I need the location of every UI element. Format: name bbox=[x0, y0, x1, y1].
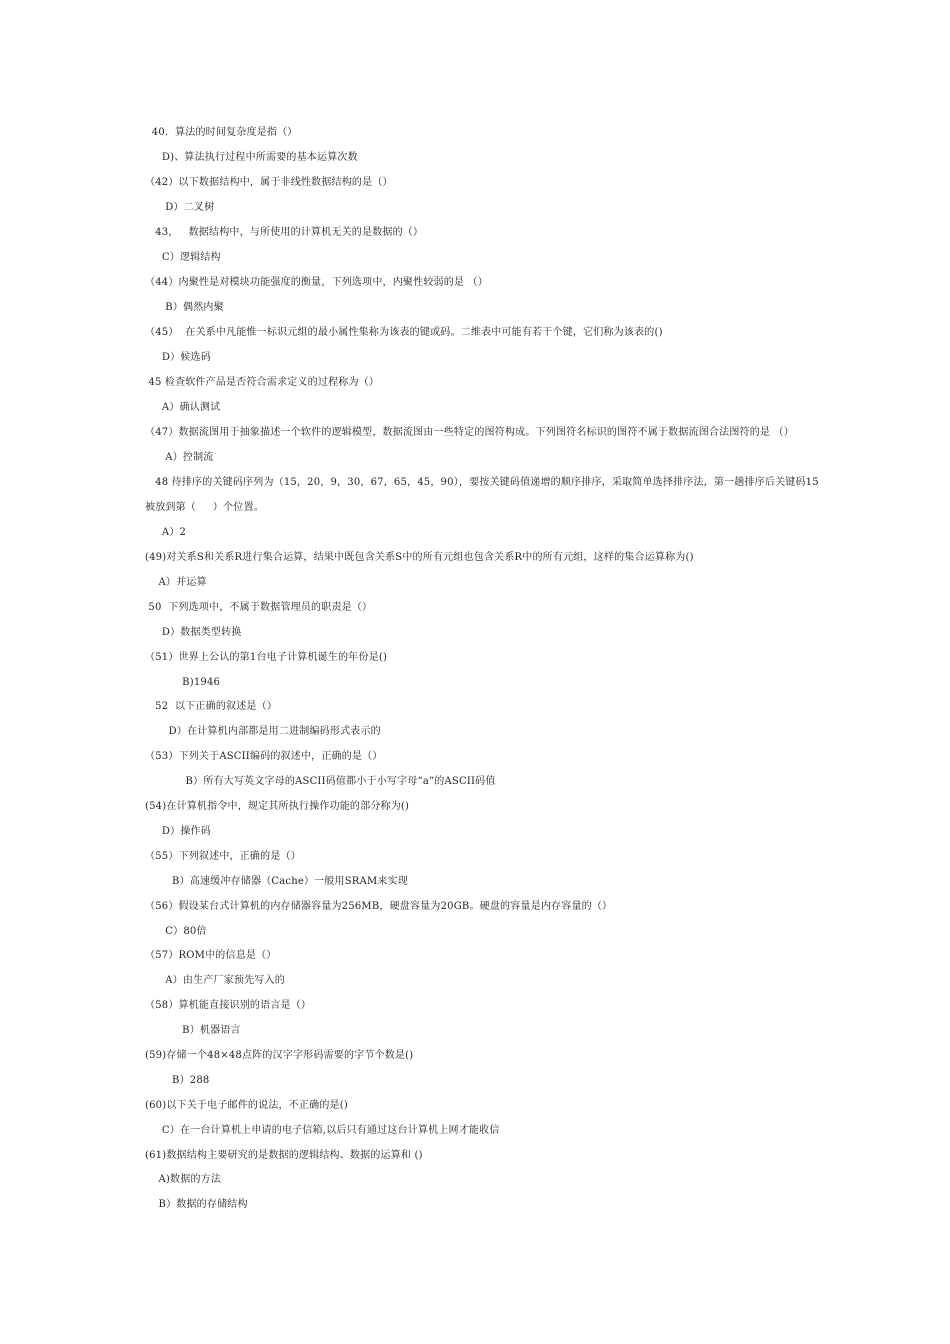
answer-59: B）288 bbox=[145, 1075, 210, 1086]
answer-44: B）偶然内聚 bbox=[145, 302, 224, 313]
question-59: (59)存储一个48×48点阵的汉字字形码需要的字节个数是() bbox=[145, 1050, 414, 1061]
question-48-cont: 被放到第（ ）个位置。 bbox=[145, 502, 264, 513]
question-57: （57）ROM中的信息是（） bbox=[145, 950, 277, 961]
answer-40: D)、算法执行过程中所需要的基本运算次数 bbox=[145, 152, 358, 163]
answer-52: D）在计算机内部都是用二进制编码形式表示的 bbox=[145, 726, 381, 737]
question-42: （42）以下数据结构中，属于非线性数据结构的是（） bbox=[145, 177, 393, 188]
answer-49: A）并运算 bbox=[145, 577, 207, 588]
question-56: （56）假设某台式计算机的内存储器容量为256MB，硬盘容量为20GB。硬盘的容量是内存容量的（） bbox=[145, 901, 613, 912]
option-61-b: B）数据的存储结构 bbox=[145, 1199, 248, 1210]
question-49: (49)对关系S和关系R进行集合运算，结果中既包含关系S中的所有元组也包含关系R中的所有元组，这样的集合运算称为() bbox=[145, 552, 694, 563]
answer-47: A）控制流 bbox=[145, 452, 214, 463]
question-55: （55）下列叙述中，正确的是（） bbox=[145, 851, 301, 862]
question-45b: 45 检查软件产品是否符合需求定义的过程称为（） bbox=[145, 377, 380, 388]
answer-56: C）80倍 bbox=[145, 926, 207, 937]
answer-51: B)1946 bbox=[145, 677, 221, 688]
question-58: （58）算机能直接识别的语言是（） bbox=[145, 1000, 312, 1011]
answer-55: B）高速缓冲存储器（Cache）一般用SRAM来实现 bbox=[145, 876, 408, 887]
question-54: (54)在计算机指令中，规定其所执行操作功能的部分称为() bbox=[145, 801, 410, 812]
question-50: 50 下列选项中，不属于数据管理员的职责是（） bbox=[145, 602, 373, 613]
question-43: 43， 数据结构中，与所使用的计算机无关的是数据的（） bbox=[145, 227, 424, 238]
answer-58: B）机器语言 bbox=[145, 1025, 241, 1036]
answer-48: A）2 bbox=[145, 527, 187, 538]
question-44: （44）内聚性是对模块功能强度的衡量，下列选项中，内聚性较弱的是 （） bbox=[145, 277, 488, 288]
question-51: （51）世界上公认的第1台电子计算机诞生的年份是() bbox=[145, 652, 388, 663]
answer-43: C）逻辑结构 bbox=[145, 252, 221, 263]
answer-45b: A）确认测试 bbox=[145, 402, 221, 413]
question-40: 40．算法的时间复杂度是指（） bbox=[145, 127, 298, 138]
option-61-a: A)数据的方法 bbox=[145, 1174, 222, 1185]
answer-50: D）数据类型转换 bbox=[145, 627, 242, 638]
question-45a: （45） 在关系中凡能惟一标识元组的最小属性集称为该表的键或码。二维表中可能有若干个键，它们称为该表的() bbox=[145, 327, 663, 338]
answer-54: D）操作码 bbox=[145, 826, 211, 837]
answer-57: A）由生产厂家预先写入的 bbox=[145, 975, 285, 986]
question-52: 52 以下正确的叙述是（） bbox=[145, 701, 278, 712]
question-47: （47）数据流图用于抽象描述一个软件的逻辑模型，数据流图由一些特定的图符构成。下列图符名标识的图符不属于数据流图合法图符的是 （） bbox=[145, 427, 794, 438]
question-53: （53）下列关于ASCII编码的叙述中，正确的是（） bbox=[145, 751, 383, 762]
question-60: (60)以下关于电子邮件的说法，不正确的是() bbox=[145, 1100, 348, 1111]
answer-60: C）在一台计算机上申请的电子信箱,以后只有通过这台计算机上网才能收信 bbox=[145, 1125, 500, 1136]
answer-42: D）二叉树 bbox=[145, 202, 215, 213]
answer-53: B）所有大写英文字母的ASCII码值都小于小写字母“a”的ASCII码值 bbox=[145, 776, 496, 787]
answer-45a: D）候选码 bbox=[145, 352, 211, 363]
question-48: 48 待排序的关键码序列为（15，20，9，30，67，65，45，90），要按关键码值递增的顺序排序，采取简单选择排序法，第一趟排序后关键码15 bbox=[145, 477, 819, 488]
question-61: (61)数据结构主要研究的是数据的逻辑结构、数据的运算和 () bbox=[145, 1150, 423, 1161]
